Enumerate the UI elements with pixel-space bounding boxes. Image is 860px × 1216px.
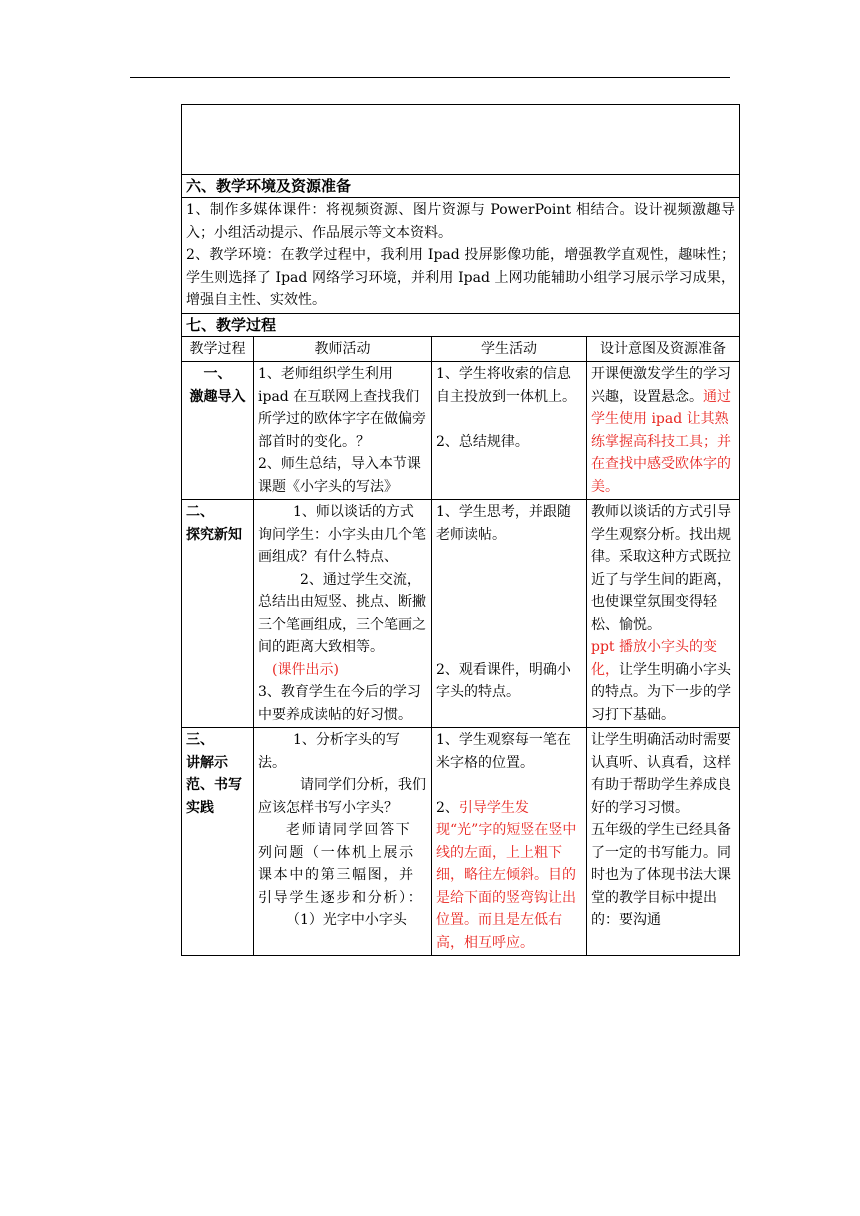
highlight-text: (课件出示): [272, 661, 339, 678]
student-activity: 1、学生观察每一笔在米字格的位置。 2、引导学生发现“光”字的短竖在竖中线的左面，上上粗下细，略往左倾斜。目的是给下面的竖弯钩让出位置。而且是左低右高，相互呼应。: [432, 728, 587, 956]
highlight-text: 通过学生使用 ipad 让其熟练掌握高科技工具；并在查找中感受欧体字的美。: [591, 388, 731, 495]
section7-heading: 七、教学过程: [182, 313, 740, 336]
teacher-activity: 1、老师组织学生利用 ipad 在互联网上查找我们所学过的欧体字字在做偏旁部首时的变化。？ 2、师生总结，导入本节课课题《小字头的写法》: [254, 362, 432, 500]
student-activity: 1、学生思考，并跟随老师读帖。 2、观看课件，明确小字头的特点。: [432, 500, 587, 728]
highlight-text: ppt 播放小字头的变化，: [591, 639, 717, 678]
student-activity: 1、学生将收索的信息自主投放到一体机上。 2、总结规律。: [432, 362, 587, 500]
section7-heading-row: [182, 313, 740, 336]
stage-name: 一、 激趣导入: [182, 362, 254, 500]
stage-name: 三、 讲解示范、书写实践: [182, 728, 254, 956]
section6-heading-row: [182, 175, 740, 198]
section6-paragraph-2: 2、教学环境：在教学过程中，我利用 Ipad 投屏影像功能，增强教学直观性，趣味性；学生则选择了 Ipad 网络学习环境，并利用 Ipad 上网功能辅助小组学习展示学习成果，增强自主性、实效性。: [186, 247, 735, 308]
teacher-activity: 1、师以谈话的方式询问学生：小字头由几个笔画组成？有什么特点、 2、通过学生交流，总结出由短竖、挑点、断撇三个笔画组成，三个笔画之间的距离大致相等。 (课件出示) 3、教育学生在今后的学习中要养成读帖的好习惯。: [254, 500, 432, 728]
stage-name: 二、 探究新知: [182, 500, 254, 728]
design-intent: 让学生明确活动时需要认真听、认真看，这样有助于帮助学生养成良好的学习习惯。 五年级的学生已经具备了一定的书写能力。同时也为了体现书法大课堂的教学目标中提出的：要沟通: [587, 728, 740, 956]
lesson-plan-table: [181, 104, 740, 956]
table-row: [182, 500, 740, 728]
column-header-design: 设计意图及资源准备: [587, 336, 740, 362]
header-rule: [130, 77, 730, 78]
column-header-teacher: 教师活动: [254, 336, 432, 362]
column-header-student: 学生活动: [432, 336, 587, 362]
table-row: [182, 728, 740, 956]
section6-body: [182, 198, 740, 314]
column-header-row: [182, 336, 740, 362]
section6-paragraph-1: 1、制作多媒体课件：将视频资源、图片资源与 PowerPoint 相结合。设计视频激趣导入；小组活动提示、作品展示等文本资料。: [186, 202, 735, 241]
column-header-stage: 教学过程: [182, 336, 254, 362]
table-row: [182, 362, 740, 500]
section6-heading: 六、教学环境及资源准备: [182, 175, 740, 198]
empty-top-row: [182, 105, 740, 175]
section6-body-row: [182, 198, 740, 314]
design-intent: 开课便激发学生的学习兴趣，设置悬念。通过学生使用 ipad 让其熟练掌握高科技工具；并在查找中感受欧体字的美。: [587, 362, 740, 500]
teacher-activity: 1、分析字头的写法。 请同学们分析，我们应该怎样书写小字头？ 老师请同学回答下列问题（一体机上展示课本中的第三幅图，并引导学生逐步和分析）： （1）光字中小字头: [254, 728, 432, 956]
highlight-text: 引导学生发现“光”字的短竖在竖中线的左面，上上粗下细，略往左倾斜。目的是给下面的竖弯钩让出位置。而且是左低右高，相互呼应。: [436, 799, 577, 951]
design-intent: 教师以谈话的方式引导学生观察分析。找出规律。采取这种方式既拉近了与学生间的距离，也使课堂氛围变得轻松、愉悦。 ppt 播放小字头的变化，让学生明确小字头的特点。为下一步的学习打下基础。: [587, 500, 740, 728]
